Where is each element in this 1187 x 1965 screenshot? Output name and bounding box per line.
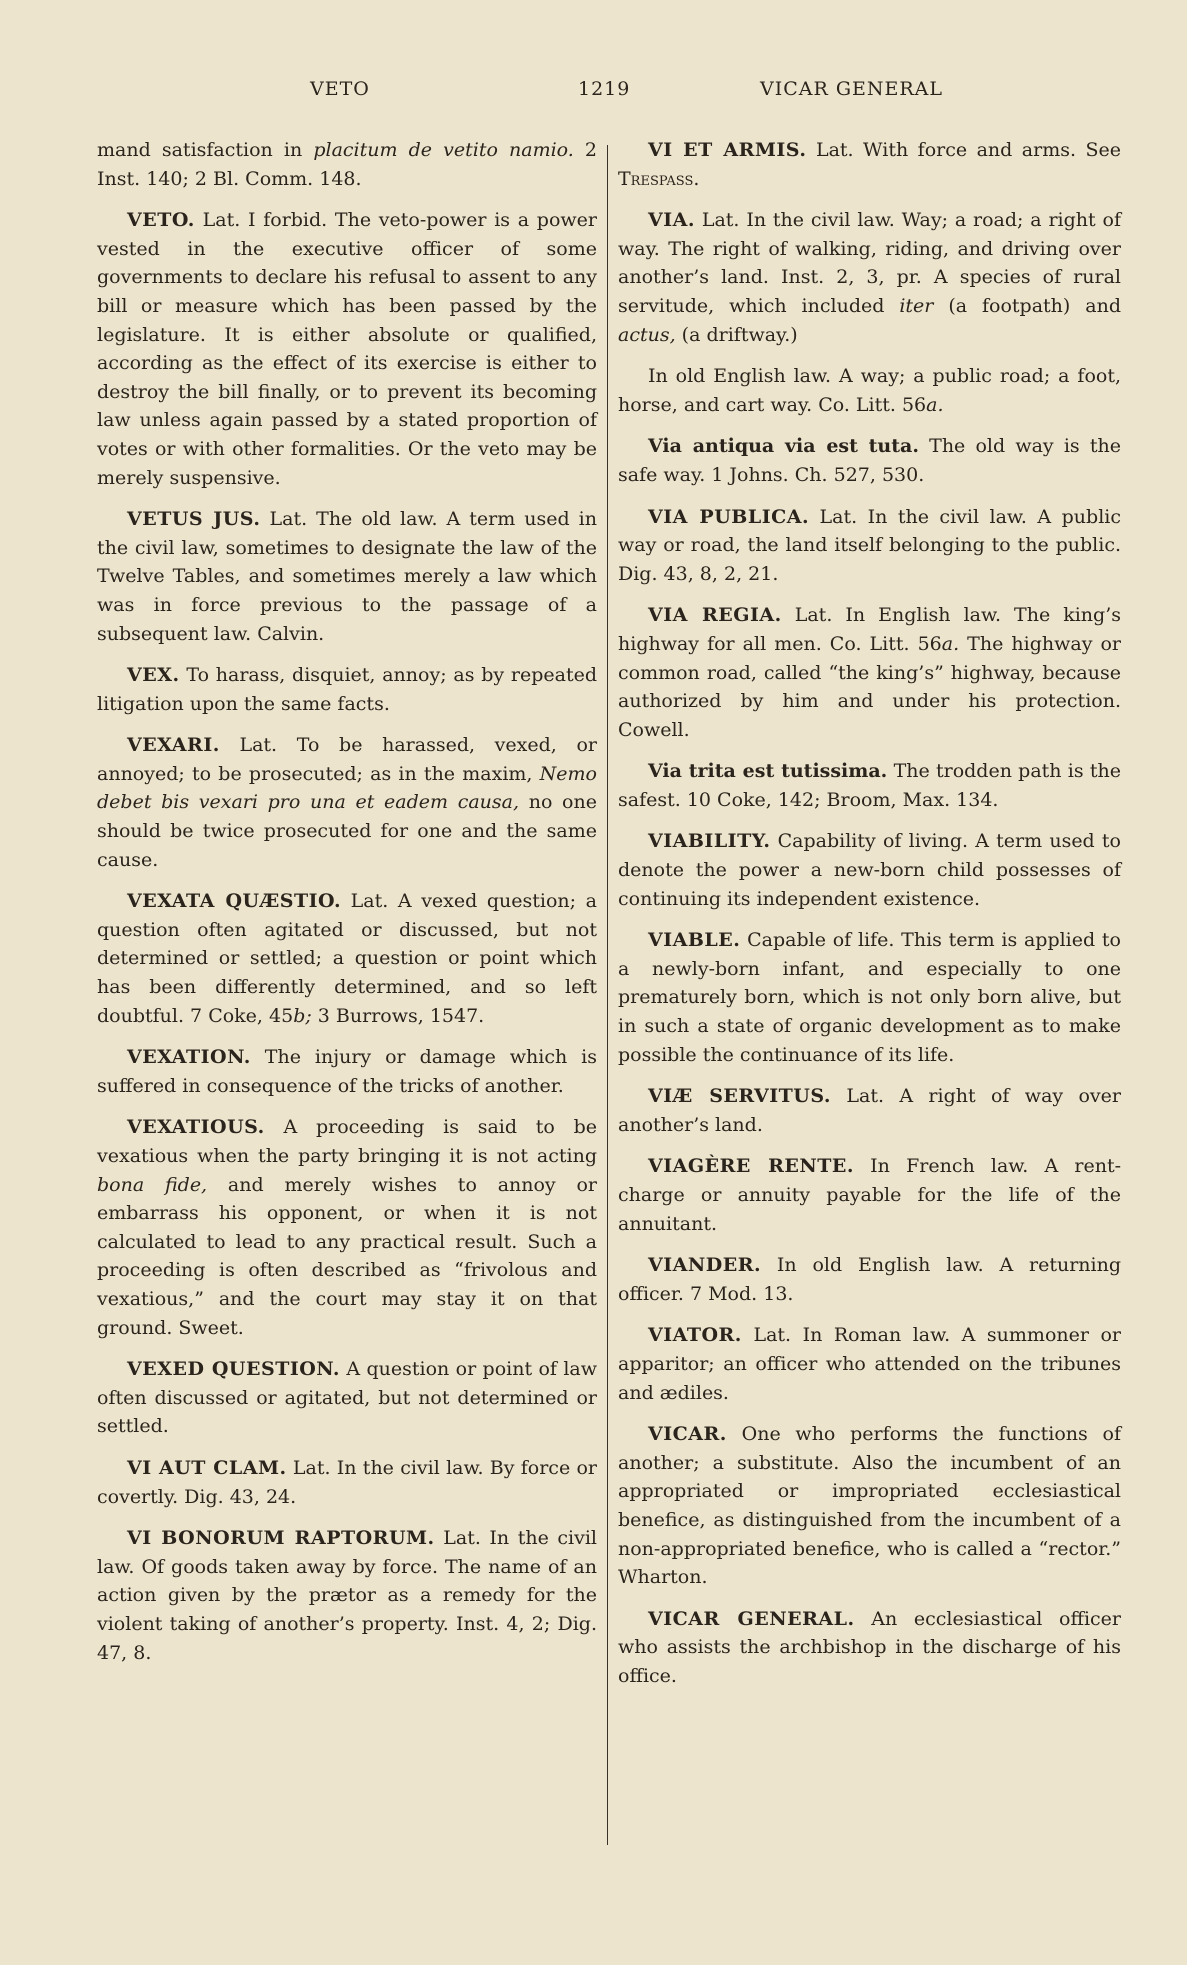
entry-continuation [97, 136, 597, 193]
column-divider [607, 145, 608, 1845]
entry-vicar [618, 1420, 1121, 1592]
entry-vexation [97, 1043, 597, 1100]
running-header [95, 78, 1105, 112]
entry-viability [618, 827, 1121, 913]
entry-headword: VIA REGIA. [648, 604, 782, 627]
entry-text: Lat. In English law. The king’s highway for all men. Co. Litt. 56 [618, 604, 1121, 655]
entry-headword: VIAGÈRE RENTE. [648, 1155, 854, 1178]
entry-text: Lat. In the civil law. Of goods taken away by force. The name of an action given by the prætor as a remedy for the violent taking of another’s property. Inst. 4, 2; Dig. 47, 8. [97, 1527, 597, 1664]
entry-italic: b; [293, 1004, 312, 1027]
entry-text: (a footpath) and [933, 294, 1121, 317]
entry-text: The highway or common road, called “the king’s” highway, because authorized by him and under his protection. Cowell. [618, 632, 1121, 741]
entry-headword: VIABLE. [648, 929, 741, 952]
entry-headword: VICAR GENERAL. [648, 1607, 855, 1630]
entry-italic: placitum de vetito namio. [313, 139, 574, 161]
entry-text: 3 Burrows, 1547. [311, 1004, 485, 1027]
entry-headword: VEXATA QUÆSTIO. [127, 890, 342, 913]
entry-headword: VI BONORUM RAPTORUM. [127, 1527, 435, 1550]
entry-text: In old English law. A returning officer. 7 Mod. 13. [618, 1254, 1121, 1305]
entry-italic: actus, [618, 323, 676, 346]
entry-via-publica [618, 503, 1121, 589]
entry-text: Capable of life. This term is applied to a newly-born infant, and especially to one prematurely born, which is not only born alive, but in such a state of organic development as to make possible the continuance of its life. [618, 929, 1121, 1066]
entry-italic: bona fide, [97, 1173, 208, 1196]
entry-headword: VEXARI. [127, 734, 220, 757]
entry-viae-servitus [618, 1082, 1121, 1139]
entry-vicar-general [618, 1605, 1121, 1691]
entry-italic: Nemo debet bis vexari pro una et eadem causa, [97, 762, 597, 814]
entry-headword: VETO. [127, 209, 195, 232]
entry-headword: VEXED QUESTION. [127, 1358, 341, 1381]
entry-text: no one should be twice prosecuted for one and the same cause. [97, 791, 597, 871]
entry-text: Capability of living. A term used to denote the power a new-born child possesses of continuing its independent existence. [618, 830, 1121, 910]
entry-headword: VEXATIOUS. [127, 1116, 265, 1139]
entry-maxim: Via trita est tutissima. [648, 760, 888, 783]
entry-text: To harass, disquiet, annoy; as by repeated litigation upon the same facts. [97, 664, 597, 715]
entry-headword: VICAR. [648, 1423, 727, 1446]
header-right-guide-word: VICAR GENERAL [760, 78, 944, 100]
entry-text: Lat. A vexed question; a question often agitated or discussed, but not determined or settled; a question or point which has been differently determined, and so left doubtful. 7 Coke, 45 [97, 890, 597, 1027]
page-number: 1219 [578, 78, 631, 100]
entry-headword: VIANDER. [648, 1254, 762, 1277]
entry-headword: VIABILITY. [648, 830, 771, 853]
entry-text: Lat. In the civil law. A public way or road, the land itself belonging to the public. Dig. 43, 8, 2, 21. [618, 505, 1121, 585]
entry-text: Lat. The old law. A term used in the civil law, sometimes to designate the law of the Twelve Tables, and sometimes merely a law which was in force previous to the passage of a subsequent law. Calvin. [97, 508, 597, 645]
entry-headword: VI AUT CLAM. [127, 1456, 287, 1479]
entry-viagere-rente [618, 1152, 1121, 1238]
entry-text: The injury or damage which is suffered in consequence of the tricks of another. [97, 1046, 597, 1097]
entry-text: Lat. With force and arms. See [806, 139, 1121, 161]
entry-vi-et-armis [618, 136, 1121, 193]
entry-text: A proceeding is said to be vexatious when the party bringing it is not acting [97, 1116, 597, 1167]
entry-via-regia [618, 601, 1121, 744]
entry-maxim: Via antiqua via est tuta. [648, 435, 919, 458]
left-column [97, 136, 597, 1680]
entry-text: Lat. In the civil law. Way; a road; a right of way. The right of walking, riding, and driving over another’s land. Inst. 2, 3, pr. A species of rural servitude, which included [618, 209, 1121, 317]
entry-italic: a. [926, 393, 944, 416]
entry-italic: iter [899, 294, 934, 317]
entry-viander [618, 1251, 1121, 1308]
entry-headword: VEXATION. [127, 1046, 251, 1069]
entry-headword: VIATOR. [648, 1324, 742, 1347]
entry-text: In French law. A rent-charge or annuity payable for the life of the annuitant. [618, 1155, 1122, 1235]
header-left-guide-word: VETO [310, 78, 370, 100]
entry-text: (a driftway.) [675, 323, 798, 346]
right-column [618, 136, 1121, 1704]
entry-italic: a. [941, 632, 960, 655]
entry-text: Lat. I forbid. The veto-power is a power vested in the executive officer of some governments to declare his refusal to assent to any bill or measure which has been passed by the legislature. It is either absolute or qualified, according as the effect of its exercise is either to destroy the bill finally, or to prevent its becoming law unless again passed by a stated proportion of votes or with other formalities. Or the veto may be merely suspensive. [97, 209, 597, 489]
entry-vetus-jus [97, 505, 597, 648]
entry-headword: VEX. [127, 664, 180, 687]
entry-via-trita [618, 757, 1121, 814]
entry-viable [618, 926, 1121, 1069]
entry-via [618, 206, 1121, 349]
entry-viator [618, 1321, 1121, 1407]
entry-text: Lat. In Roman law. A summoner or apparitor; an officer who attended on the tribunes and ædiles. [618, 1324, 1121, 1404]
entry-headword: VIÆ SERVITUS. [648, 1085, 832, 1108]
entry-vi-aut-clam [97, 1454, 597, 1511]
entry-text: In old English law. A way; a public road; a foot, horse, and cart way. Co. Litt. 56 [618, 365, 1121, 416]
cross-reference: Trespass. [618, 167, 700, 190]
entry-vex [97, 661, 597, 718]
entry-headword: VI ET ARMIS. [648, 139, 807, 161]
entry-headword: VIA PUBLICA. [648, 505, 810, 528]
entry-via-antiqua [618, 432, 1121, 489]
entry-text: The old way is the safe way. 1 Johns. Ch. 527, 530. [618, 435, 1121, 486]
entry-text: mand satisfaction in [97, 139, 314, 161]
entry-text: The trodden path is the safest. 10 Coke, 142; Broom, Max. 134. [618, 760, 1121, 811]
entry-text: One who performs the functions of another; a substitute. Also the incumbent of an appropriated or impropriated ecclesiastical benefice, as distinguished from the incumbent of a non-appropriated benefice, who is called a “rector.” Wharton. [618, 1423, 1121, 1589]
entry-vexata-quaestio [97, 887, 597, 1030]
entry-text: 2 Inst. 140; 2 Bl. Comm. 148. [97, 139, 598, 190]
entry-text: Lat. To be harassed, vexed, or annoyed; to be prosecuted; as in the maxim, [97, 734, 597, 785]
entry-vexari [97, 731, 597, 874]
entry-vexed-question [97, 1355, 597, 1441]
entry-text: An ecclesiastical officer who assists the archbishop in the discharge of his office. [618, 1607, 1121, 1687]
entry-vi-bonorum-raptorum [97, 1524, 597, 1667]
entry-veto [97, 206, 597, 492]
entry-via-english-law [618, 362, 1121, 419]
entry-text: Lat. A right of way over another’s land. [618, 1085, 1121, 1136]
entry-text: A question or point of law often discussed or agitated, but not determined or settled. [97, 1358, 597, 1438]
entry-headword: VIA. [648, 209, 695, 232]
entry-text: and merely wishes to annoy or embarrass his opponent, or when it is not calculated to lead to any practical result. Such a proceeding is often described as “frivolous and vexatious,” and the court may stay it on that ground. Sweet. [97, 1173, 597, 1339]
entry-vexatious [97, 1113, 597, 1342]
entry-headword: VETUS JUS. [127, 508, 261, 531]
entry-text: Lat. In the civil law. By force or covertly. Dig. 43, 24. [97, 1456, 597, 1508]
